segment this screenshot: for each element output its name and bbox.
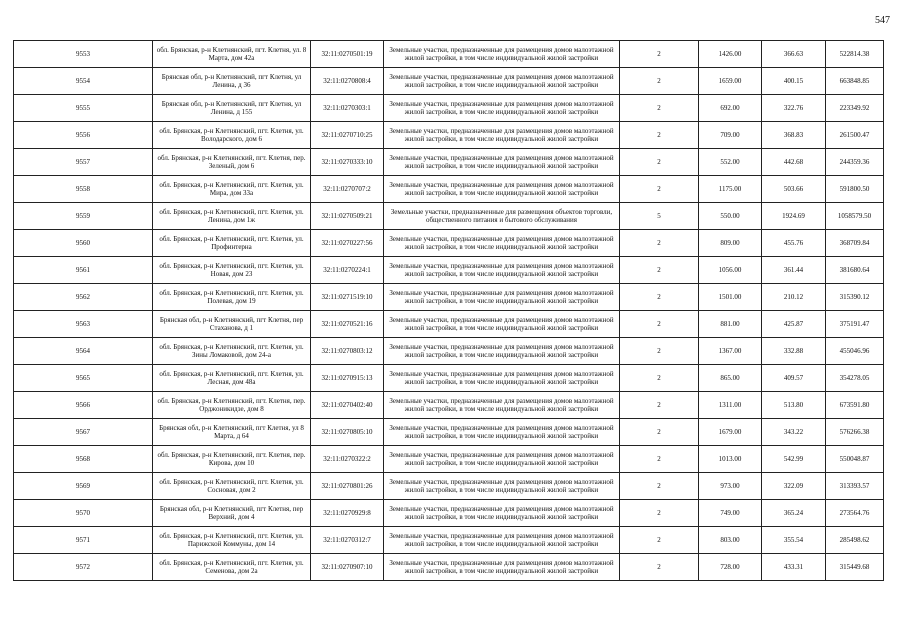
address-cell: обл. Брянская, р-н Клетнянский, пгт. Клетня, ул. Новая, дом 23 xyxy=(153,257,311,284)
specific-value-cell: 503.66 xyxy=(762,176,826,203)
cadastral-value-cell: 315449.68 xyxy=(826,554,884,581)
cadastral-number-cell: 32:11:0270805:10 xyxy=(311,419,384,446)
row-number: 9554 xyxy=(14,68,153,95)
group-cell: 5 xyxy=(620,203,699,230)
page-number: 547 xyxy=(875,15,890,26)
cadastral-number-cell: 32:11:0270907:10 xyxy=(311,554,384,581)
cadastral-number-cell: 32:11:0270521:16 xyxy=(311,311,384,338)
land-use-cell: Земельные участки, предназначенные для размещения домов малоэтажной жилой застройки, в том числе индивидуальной жилой застройки xyxy=(384,284,620,311)
specific-value-cell: 210.12 xyxy=(762,284,826,311)
table-row xyxy=(14,230,884,257)
cadastral-value-cell: 1058579.50 xyxy=(826,203,884,230)
table-row xyxy=(14,203,884,230)
row-number: 9555 xyxy=(14,95,153,122)
row-number: 9565 xyxy=(14,365,153,392)
land-use-cell: Земельные участки, предназначенные для размещения домов малоэтажной жилой застройки, в том числе индивидуальной жилой застройки xyxy=(384,95,620,122)
group-cell: 2 xyxy=(620,311,699,338)
row-number: 9571 xyxy=(14,527,153,554)
area-cell: 803.00 xyxy=(699,527,762,554)
table-row xyxy=(14,365,884,392)
address-cell: Брянская обл, р-н Клетнянский, пгт Клетня, ул Ленина, д 36 xyxy=(153,68,311,95)
area-cell: 749.00 xyxy=(699,500,762,527)
group-cell: 2 xyxy=(620,41,699,68)
address-cell: Брянская обл, р-н Клетнянский, пгт Клетня, ул Ленина, д 155 xyxy=(153,95,311,122)
address-cell: Брянская обл, р-н Клетнянский, пгт Клетня, пер Верхний, дом 4 xyxy=(153,500,311,527)
specific-value-cell: 400.15 xyxy=(762,68,826,95)
row-number: 9568 xyxy=(14,446,153,473)
group-cell: 2 xyxy=(620,554,699,581)
area-cell: 552.00 xyxy=(699,149,762,176)
cadastral-number-cell: 32:11:0270227:56 xyxy=(311,230,384,257)
land-use-cell: Земельные участки, предназначенные для размещения домов малоэтажной жилой застройки, в том числе индивидуальной жилой застройки xyxy=(384,122,620,149)
specific-value-cell: 1924.69 xyxy=(762,203,826,230)
address-cell: обл. Брянская, р-н Клетнянский, пгт. Клетня, ул. Ленина, дом 1ж xyxy=(153,203,311,230)
land-use-cell: Земельные участки, предназначенные для размещения домов малоэтажной жилой застройки, в том числе индивидуальной жилой застройки xyxy=(384,446,620,473)
table-row xyxy=(14,284,884,311)
cadastral-number-cell: 32:11:0270322:2 xyxy=(311,446,384,473)
group-cell: 2 xyxy=(620,257,699,284)
group-cell: 2 xyxy=(620,419,699,446)
area-cell: 1659.00 xyxy=(699,68,762,95)
table-row xyxy=(14,554,884,581)
cadastral-number-cell: 32:11:0271519:10 xyxy=(311,284,384,311)
specific-value-cell: 513.80 xyxy=(762,392,826,419)
cadastral-number-cell: 32:11:0270801:26 xyxy=(311,473,384,500)
cadastral-value-cell: 313393.57 xyxy=(826,473,884,500)
specific-value-cell: 425.87 xyxy=(762,311,826,338)
table-row xyxy=(14,95,884,122)
area-cell: 1501.00 xyxy=(699,284,762,311)
address-cell: обл. Брянская, р-н Клетнянский, пгт. Клетня, ул. Мира, дом 33а xyxy=(153,176,311,203)
row-number: 9566 xyxy=(14,392,153,419)
land-use-cell: Земельные участки, предназначенные для размещения объектов торговли, общественного питания и бытового обслуживания xyxy=(384,203,620,230)
cadastral-value-cell: 368709.84 xyxy=(826,230,884,257)
cadastral-value-cell: 576266.38 xyxy=(826,419,884,446)
row-number: 9556 xyxy=(14,122,153,149)
address-cell: обл. Брянская, р-н Клетнянский, пгт. Клетня, пер. Орджоникидзе, дом 8 xyxy=(153,392,311,419)
row-number: 9559 xyxy=(14,203,153,230)
table-row xyxy=(14,473,884,500)
row-number: 9564 xyxy=(14,338,153,365)
land-use-cell: Земельные участки, предназначенные для размещения домов малоэтажной жилой застройки, в том числе индивидуальной жилой застройки xyxy=(384,392,620,419)
cadastral-number-cell: 32:11:0270224:1 xyxy=(311,257,384,284)
specific-value-cell: 322.09 xyxy=(762,473,826,500)
table-row xyxy=(14,419,884,446)
cadastral-value-cell: 673591.80 xyxy=(826,392,884,419)
land-use-cell: Земельные участки, предназначенные для размещения домов малоэтажной жилой застройки, в том числе индивидуальной жилой застройки xyxy=(384,149,620,176)
table-row xyxy=(14,338,884,365)
specific-value-cell: 343.22 xyxy=(762,419,826,446)
cadastral-number-cell: 32:11:0270333:10 xyxy=(311,149,384,176)
table-row xyxy=(14,500,884,527)
land-use-cell: Земельные участки, предназначенные для размещения домов малоэтажной жилой застройки, в том числе индивидуальной жилой застройки xyxy=(384,473,620,500)
group-cell: 2 xyxy=(620,230,699,257)
area-cell: 1013.00 xyxy=(699,446,762,473)
area-cell: 865.00 xyxy=(699,365,762,392)
row-number: 9563 xyxy=(14,311,153,338)
area-cell: 881.00 xyxy=(699,311,762,338)
area-cell: 809.00 xyxy=(699,230,762,257)
group-cell: 2 xyxy=(620,392,699,419)
cadastral-value-cell: 381680.64 xyxy=(826,257,884,284)
address-cell: обл. Брянская, р-н Клетнянский, пгт. Клетня, ул. Семенова, дом 2а xyxy=(153,554,311,581)
cadastral-value-cell: 455046.96 xyxy=(826,338,884,365)
specific-value-cell: 542.99 xyxy=(762,446,826,473)
row-number: 9572 xyxy=(14,554,153,581)
specific-value-cell: 409.57 xyxy=(762,365,826,392)
group-cell: 2 xyxy=(620,338,699,365)
group-cell: 2 xyxy=(620,149,699,176)
land-use-cell: Земельные участки, предназначенные для размещения домов малоэтажной жилой застройки, в том числе индивидуальной жилой застройки xyxy=(384,338,620,365)
cadastral-number-cell: 32:11:0270929:8 xyxy=(311,500,384,527)
address-cell: обл. Брянская, р-н Клетнянский, пгт. Клетня, ул. Сосновая, дом 2 xyxy=(153,473,311,500)
specific-value-cell: 433.31 xyxy=(762,554,826,581)
land-use-cell: Земельные участки, предназначенные для размещения домов малоэтажной жилой застройки, в том числе индивидуальной жилой застройки xyxy=(384,68,620,95)
land-use-cell: Земельные участки, предназначенные для размещения домов малоэтажной жилой застройки, в том числе индивидуальной жилой застройки xyxy=(384,554,620,581)
land-use-cell: Земельные участки, предназначенные для размещения домов малоэтажной жилой застройки, в том числе индивидуальной жилой застройки xyxy=(384,527,620,554)
cadastral-number-cell: 32:11:0270803:12 xyxy=(311,338,384,365)
table-row xyxy=(14,68,884,95)
row-number: 9567 xyxy=(14,419,153,446)
table-row xyxy=(14,527,884,554)
group-cell: 2 xyxy=(620,473,699,500)
cadastral-number-cell: 32:11:0270707:2 xyxy=(311,176,384,203)
address-cell: обл. Брянская, р-н Клетнянский, пгт. Клетня, пер. Зеленый, дом 6 xyxy=(153,149,311,176)
address-cell: обл. Брянская, р-н Клетнянский, пгт. Клетня, ул. 8 Марта, дом 42а xyxy=(153,41,311,68)
specific-value-cell: 442.68 xyxy=(762,149,826,176)
area-cell: 709.00 xyxy=(699,122,762,149)
address-cell: обл. Брянская, р-н Клетнянский, пгт. Клетня, ул. Профинтерна xyxy=(153,230,311,257)
cadastral-value-cell: 591800.50 xyxy=(826,176,884,203)
row-number: 9562 xyxy=(14,284,153,311)
cadastral-value-cell: 315390.12 xyxy=(826,284,884,311)
group-cell: 2 xyxy=(620,527,699,554)
land-use-cell: Земельные участки, предназначенные для размещения домов малоэтажной жилой застройки, в том числе индивидуальной жилой застройки xyxy=(384,365,620,392)
land-use-cell: Земельные участки, предназначенные для размещения домов малоэтажной жилой застройки, в том числе индивидуальной жилой застройки xyxy=(384,230,620,257)
area-cell: 1311.00 xyxy=(699,392,762,419)
group-cell: 2 xyxy=(620,365,699,392)
table-row xyxy=(14,122,884,149)
specific-value-cell: 365.24 xyxy=(762,500,826,527)
area-cell: 1175.00 xyxy=(699,176,762,203)
cadastral-number-cell: 32:11:0270808:4 xyxy=(311,68,384,95)
cadastral-number-cell: 32:11:0270509:21 xyxy=(311,203,384,230)
row-number: 9558 xyxy=(14,176,153,203)
specific-value-cell: 368.83 xyxy=(762,122,826,149)
row-number: 9553 xyxy=(14,41,153,68)
row-number: 9557 xyxy=(14,149,153,176)
cadastral-number-cell: 32:11:0270303:1 xyxy=(311,95,384,122)
table-row xyxy=(14,446,884,473)
row-number: 9569 xyxy=(14,473,153,500)
cadastral-value-cell: 522814.38 xyxy=(826,41,884,68)
group-cell: 2 xyxy=(620,176,699,203)
address-cell: Брянская обл, р-н Клетнянский, пгт Клетня, пер Стаханова, д 1 xyxy=(153,311,311,338)
area-cell: 1426.00 xyxy=(699,41,762,68)
address-cell: обл. Брянская, р-н Клетнянский, пгт. Клетня, ул. Полевая, дом 19 xyxy=(153,284,311,311)
area-cell: 1367.00 xyxy=(699,338,762,365)
address-cell: обл. Брянская, р-н Клетнянский, пгт. Клетня, ул. Зины Ломаковой, дом 24-а xyxy=(153,338,311,365)
area-cell: 692.00 xyxy=(699,95,762,122)
cadastral-value-cell: 285498.62 xyxy=(826,527,884,554)
cadastral-value-cell: 550048.87 xyxy=(826,446,884,473)
group-cell: 2 xyxy=(620,68,699,95)
group-cell: 2 xyxy=(620,122,699,149)
cadastral-number-cell: 32:11:0270402:40 xyxy=(311,392,384,419)
row-number: 9561 xyxy=(14,257,153,284)
table-row xyxy=(14,392,884,419)
address-cell: обл. Брянская, р-н Клетнянский, пгт. Клетня, ул. Володарского, дом 6 xyxy=(153,122,311,149)
table-row xyxy=(14,311,884,338)
cadastral-value-cell: 663848.85 xyxy=(826,68,884,95)
table-row xyxy=(14,149,884,176)
land-use-cell: Земельные участки, предназначенные для размещения домов малоэтажной жилой застройки, в том числе индивидуальной жилой застройки xyxy=(384,311,620,338)
land-use-cell: Земельные участки, предназначенные для размещения домов малоэтажной жилой застройки, в том числе индивидуальной жилой застройки xyxy=(384,500,620,527)
specific-value-cell: 366.63 xyxy=(762,41,826,68)
cadastral-value-cell: 223349.92 xyxy=(826,95,884,122)
specific-value-cell: 322.76 xyxy=(762,95,826,122)
cadastral-number-cell: 32:11:0270501:19 xyxy=(311,41,384,68)
cadastral-value-cell: 244359.36 xyxy=(826,149,884,176)
specific-value-cell: 355.54 xyxy=(762,527,826,554)
specific-value-cell: 455.76 xyxy=(762,230,826,257)
area-cell: 550.00 xyxy=(699,203,762,230)
specific-value-cell: 332.88 xyxy=(762,338,826,365)
cadastral-value-cell: 261500.47 xyxy=(826,122,884,149)
land-use-cell: Земельные участки, предназначенные для размещения домов малоэтажной жилой застройки, в том числе индивидуальной жилой застройки xyxy=(384,257,620,284)
land-use-cell: Земельные участки, предназначенные для размещения домов малоэтажной жилой застройки, в том числе индивидуальной жилой застройки xyxy=(384,176,620,203)
row-number: 9560 xyxy=(14,230,153,257)
cadastral-value-table xyxy=(13,40,884,581)
area-cell: 1679.00 xyxy=(699,419,762,446)
address-cell: обл. Брянская, р-н Клетнянский, пгт. Клетня, ул. Лесная, дом 48а xyxy=(153,365,311,392)
group-cell: 2 xyxy=(620,446,699,473)
table-row xyxy=(14,257,884,284)
address-cell: обл. Брянская, р-н Клетнянский, пгт. Клетня, пер. Кирова, дом 10 xyxy=(153,446,311,473)
area-cell: 973.00 xyxy=(699,473,762,500)
area-cell: 728.00 xyxy=(699,554,762,581)
cadastral-number-cell: 32:11:0270312:7 xyxy=(311,527,384,554)
cadastral-number-cell: 32:11:0270710:25 xyxy=(311,122,384,149)
group-cell: 2 xyxy=(620,500,699,527)
land-use-cell: Земельные участки, предназначенные для размещения домов малоэтажной жилой застройки, в том числе индивидуальной жилой застройки xyxy=(384,41,620,68)
cadastral-value-cell: 273564.76 xyxy=(826,500,884,527)
row-number: 9570 xyxy=(14,500,153,527)
cadastral-number-cell: 32:11:0270915:13 xyxy=(311,365,384,392)
cadastral-value-cell: 375191.47 xyxy=(826,311,884,338)
address-cell: обл. Брянская, р-н Клетнянский, пгт. Клетня, ул. Парижской Коммуны, дом 14 xyxy=(153,527,311,554)
group-cell: 2 xyxy=(620,284,699,311)
table-row xyxy=(14,176,884,203)
area-cell: 1056.00 xyxy=(699,257,762,284)
specific-value-cell: 361.44 xyxy=(762,257,826,284)
table-body xyxy=(14,41,884,581)
table-row xyxy=(14,41,884,68)
address-cell: Брянская обл, р-н Клетнянский, пгт Клетня, ул 8 Марта, д 64 xyxy=(153,419,311,446)
group-cell: 2 xyxy=(620,95,699,122)
cadastral-value-cell: 354278.05 xyxy=(826,365,884,392)
land-use-cell: Земельные участки, предназначенные для размещения домов малоэтажной жилой застройки, в том числе индивидуальной жилой застройки xyxy=(384,419,620,446)
